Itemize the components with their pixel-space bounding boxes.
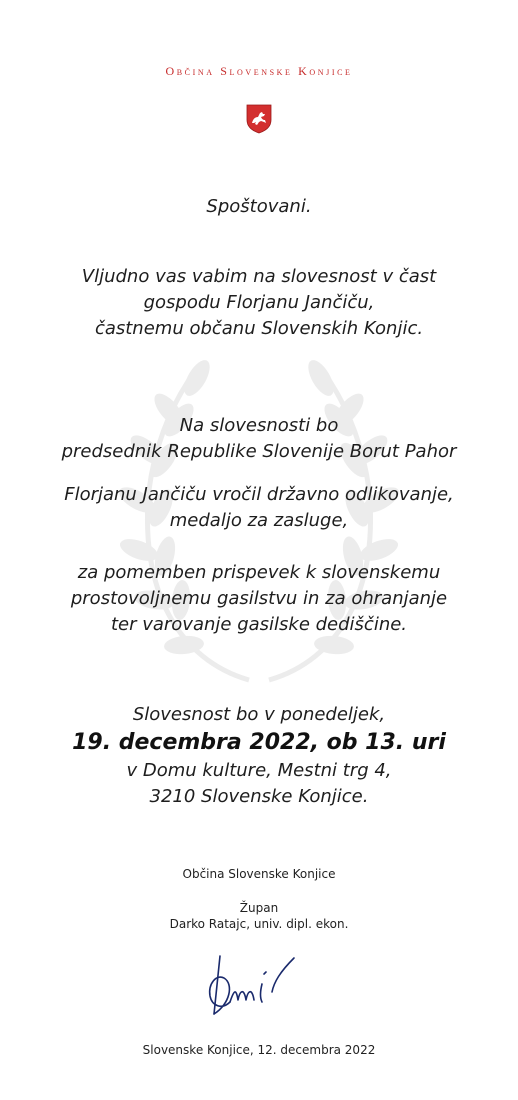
- mayor-block: [0, 900, 518, 932]
- place-and-date: Slovenske Konjice, 12. decembra 2022: [142, 1043, 376, 1057]
- greeting: Spoštovani.: [206, 196, 312, 217]
- invitation-line: častnemu občanu Slovenskih Konjic.: [94, 318, 424, 339]
- event-intro: Slovesnost bo v ponedeljek,: [132, 704, 386, 725]
- announcement-line: medaljo za zasluge,: [169, 510, 349, 531]
- invitation-line: gospodu Florjanu Jančiču,: [143, 292, 375, 313]
- announcement-line: predsednik Republike Slovenije Borut Pahor: [61, 441, 457, 462]
- invitation-line: Vljudno vas vabim na slovesnost v čast: [81, 266, 437, 287]
- announcement-line: za pomemben prispevek k slovenskemu: [77, 562, 441, 583]
- footer-organization: Občina Slovenske Konjice: [182, 867, 336, 881]
- event-datetime: 19. decembra 2022, ob 13. uri: [72, 730, 446, 755]
- mayor-name: Darko Ratajc, univ. dipl. ekon.: [169, 917, 349, 931]
- announcement-line: prostovoljnemu gasilstvu in za ohranjanje: [70, 588, 448, 609]
- announcement-paragraph-3: [0, 560, 518, 638]
- event-details: [0, 702, 518, 810]
- announcement-paragraph-1: [0, 413, 518, 465]
- announcement-line: Florjanu Jančiču vročil državno odlikovanje,: [64, 484, 454, 505]
- announcement-line: ter varovanje gasilske dediščine.: [110, 614, 408, 635]
- coat-of-arms-icon: [246, 104, 272, 134]
- signature-icon: [200, 944, 310, 1024]
- municipality-title: Občina Slovenske Konjice: [165, 64, 353, 78]
- announcement-paragraph-2: [0, 482, 518, 534]
- announcement-line: Na slovesnosti bo: [179, 415, 339, 436]
- event-city: 3210 Slovenske Konjice.: [149, 786, 369, 807]
- invitation-text: [0, 264, 518, 342]
- event-venue: v Domu kulture, Mestni trg 4,: [126, 760, 392, 781]
- mayor-role: Župan: [239, 901, 279, 915]
